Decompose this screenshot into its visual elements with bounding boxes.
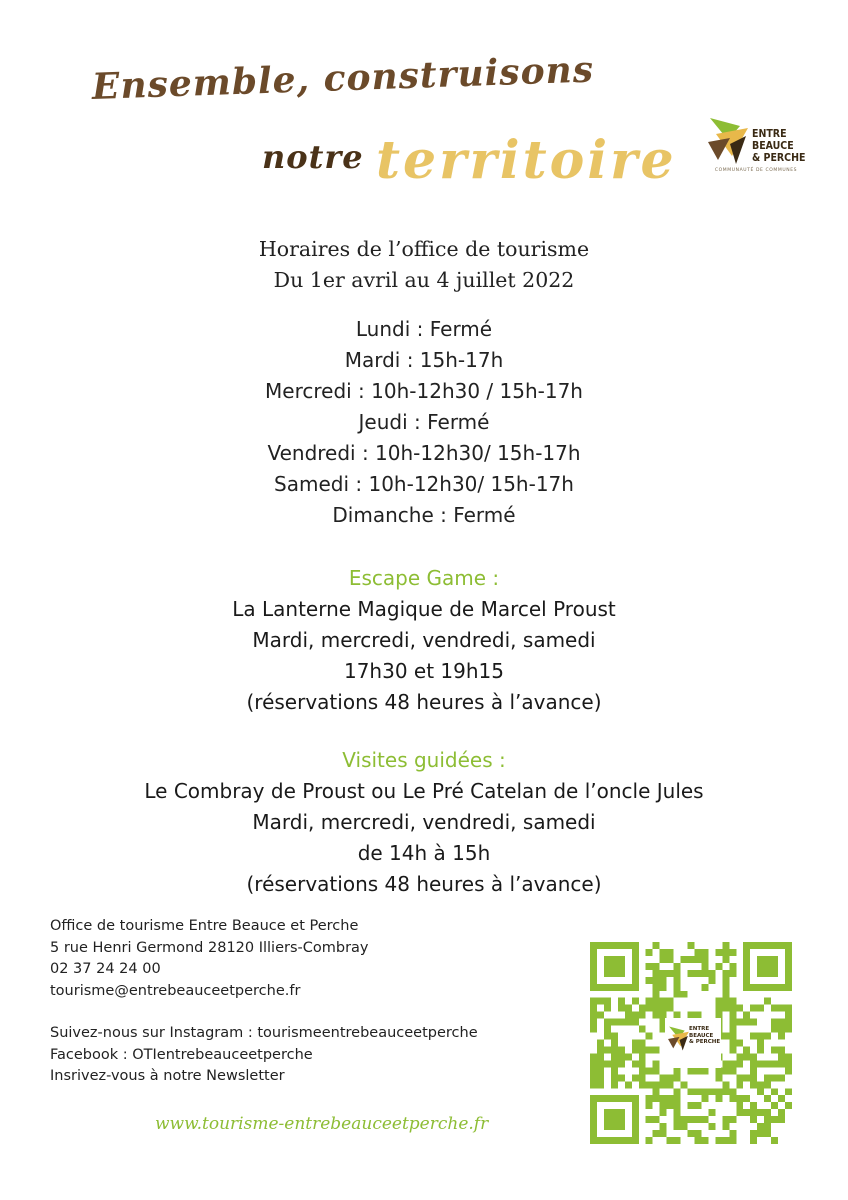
logo-text: ENTRE BEAUCE & PERCHE [752, 128, 806, 164]
guided-visits-line: de 14h à 15h [357, 841, 491, 865]
qr-logo-text: ENTRE BEAUCE & PERCHE [689, 1026, 721, 1045]
logo-subtitle: COMMUNAUTÉ DE COMMUNES [714, 168, 798, 173]
page-title [0, 234, 848, 296]
hours-line-lundi: Lundi : Fermé [355, 317, 493, 341]
contact-email[interactable]: tourisme@entrebeauceetperche.fr [50, 982, 301, 999]
guided-visits-line: Le Combray de Proust ou Le Pré Catelan de l’oncle Jules [144, 779, 704, 803]
title-line: Du 1er avril au 4 juillet 2022 [273, 268, 575, 292]
opening-hours-list [0, 314, 848, 531]
escape-game-line: (réservations 48 heures à l’avance) [246, 690, 602, 714]
escape-game-heading: Escape Game : [348, 566, 500, 590]
qr-logo-mark-icon [667, 1024, 691, 1054]
escape-game-line: La Lanterne Magique de Marcel Proust [232, 597, 616, 621]
guided-visits-line: (réservations 48 heures à l’avance) [246, 872, 602, 896]
qr-center-logo [665, 1018, 721, 1068]
website-link[interactable]: www.tourisme-entrebeauceetperche.fr [155, 1114, 489, 1134]
slogan-line-2-territoire: territoire [376, 130, 677, 191]
escape-game-section [0, 563, 848, 718]
hours-line-mercredi: Mercredi : 10h-12h30 / 15h-17h [265, 379, 583, 403]
entre-beauce-perche-logo [706, 116, 806, 186]
contact-newsletter[interactable]: Insrivez-vous à notre Newsletter [50, 1068, 285, 1084]
guided-visits-section [0, 745, 848, 900]
contact-address: 5 rue Henri Germond 28120 Illiers-Combray [50, 939, 369, 956]
logo-mark-icon [706, 116, 752, 168]
hours-line-jeudi: Jeudi : Fermé [358, 410, 490, 434]
slogan-line-2-notre: notre [262, 138, 364, 176]
contact-name: Office de tourisme Entre Beauce et Perche [50, 918, 359, 934]
hours-line-dimanche: Dimanche : Fermé [332, 503, 516, 527]
hours-line-vendredi: Vendredi : 10h-12h30/ 15h-17h [267, 441, 581, 465]
title-line: Horaires de l’office de tourisme [258, 237, 590, 261]
hours-line-mardi: Mardi : 15h-17h [344, 348, 504, 372]
escape-game-line: Mardi, mercredi, vendredi, samedi [252, 628, 596, 652]
guided-visits-line: Mardi, mercredi, vendredi, samedi [252, 810, 596, 834]
slogan-line-1: Ensemble, construisons [91, 48, 595, 108]
guided-visits-heading: Visites guidées : [342, 748, 506, 772]
escape-game-line: 17h30 et 19h15 [343, 659, 504, 683]
contact-instagram[interactable]: Suivez-nous sur Instagram : tourismeentrebeauceetperche [50, 1025, 478, 1041]
contact-facebook[interactable]: Facebook : OTIentrebeauceetperche [50, 1046, 313, 1063]
contact-phone[interactable]: 02 37 24 24 00 [50, 961, 161, 977]
hours-line-samedi: Samedi : 10h-12h30/ 15h-17h [274, 472, 574, 496]
contact-info [50, 916, 478, 1088]
